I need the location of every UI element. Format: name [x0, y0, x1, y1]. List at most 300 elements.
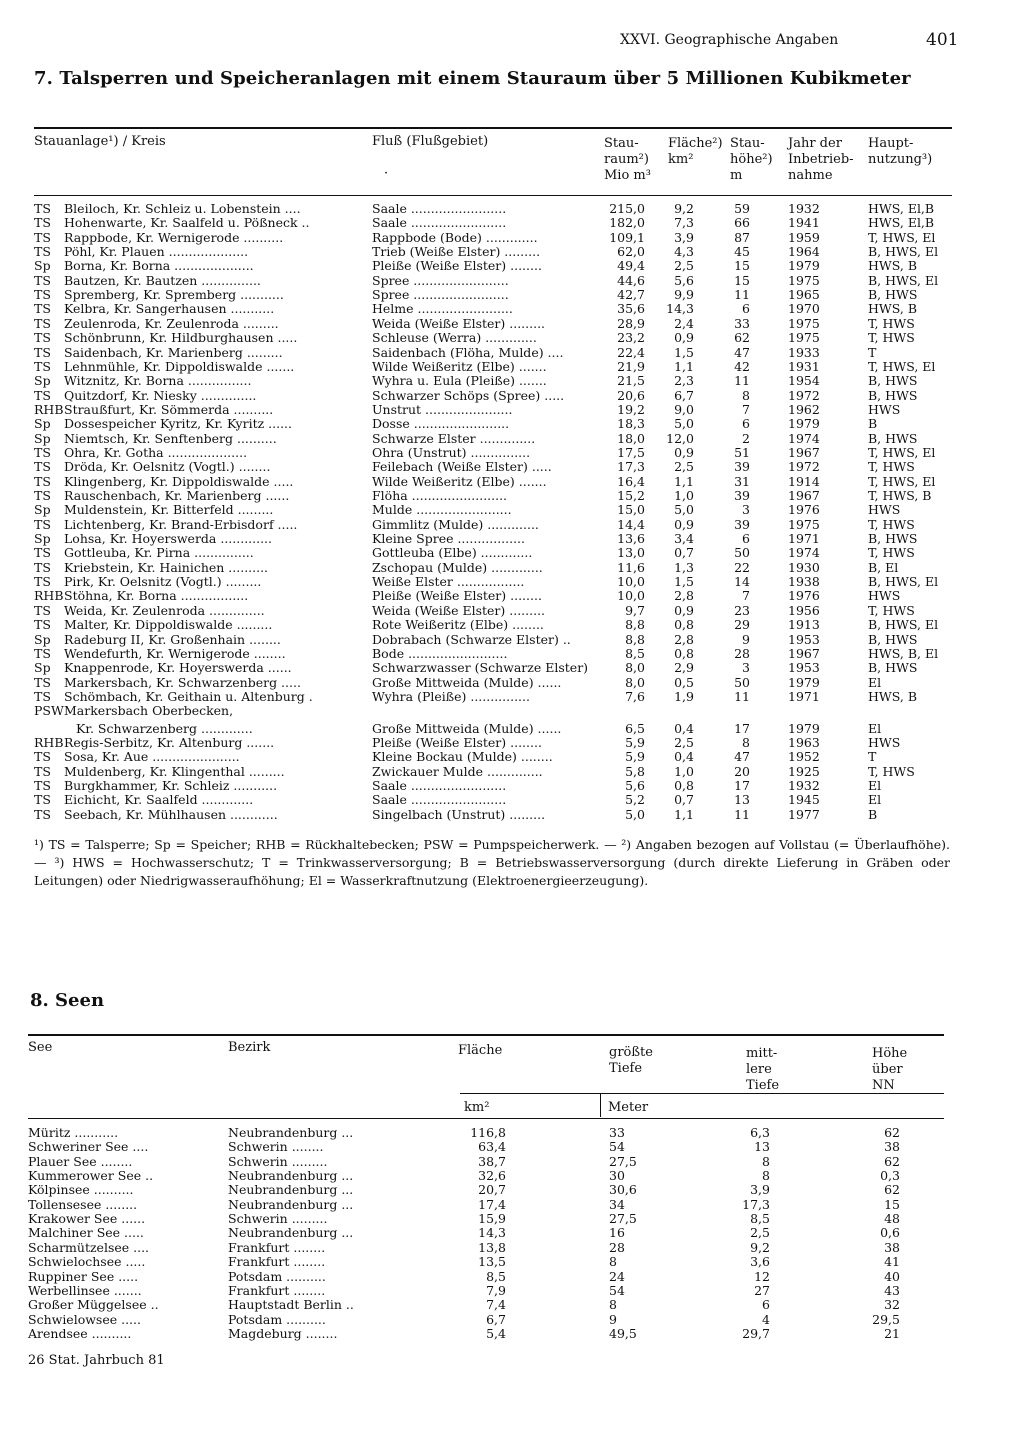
cell-stauraum: 20,6 — [617, 387, 645, 403]
table-row — [0, 317, 1024, 331]
cell-stauraum: 16,4 — [617, 473, 645, 489]
cell-stauhoehe: 11 — [734, 287, 750, 303]
cell-fluss: Dobrabach (Schwarze Elster) .. — [372, 631, 571, 647]
section7-top-rule — [34, 127, 952, 129]
table-row — [0, 302, 1024, 316]
cell-jahr: 1953 — [788, 660, 820, 676]
cell-jahr: 1931 — [788, 358, 820, 374]
cell-stauhoehe: 62 — [734, 330, 750, 346]
cell-flaeche: 0,8 — [674, 617, 694, 633]
table-row — [0, 808, 1024, 822]
table-row — [0, 274, 1024, 288]
cell-flaeche: 9,0 — [674, 401, 694, 417]
table-row — [0, 618, 1024, 632]
cell-stauraum: 8,0 — [625, 674, 645, 690]
table-row — [0, 389, 1024, 403]
col-see: See — [28, 1040, 53, 1055]
table-row — [0, 1270, 1024, 1284]
cell-flaeche: 2,8 — [674, 588, 694, 604]
cell-jahr: 1974 — [788, 430, 820, 446]
cell-jahr: 1976 — [788, 588, 820, 604]
cell-see: Schwielochsee ..... — [28, 1254, 146, 1270]
cell-jahr: 1967 — [788, 645, 820, 661]
col-groesste-tiefe-l1: größte — [609, 1045, 653, 1060]
table-row — [0, 1212, 1024, 1226]
table-row — [0, 750, 1024, 764]
cell-type: Sp — [34, 373, 51, 389]
cell-bezirk: Schwerin ......... — [228, 1153, 328, 1169]
cell-groesste-tiefe: 30 — [609, 1168, 625, 1184]
cell-type: TS — [34, 749, 51, 765]
cell-anlage: Borna, Kr. Borna .................... — [64, 258, 254, 274]
col-fluss-dot: · — [384, 166, 389, 181]
cell-bezirk: Magdeburg ........ — [228, 1325, 338, 1341]
cell-groesste-tiefe: 8 — [609, 1297, 617, 1313]
cell-nutzung: B, HWS, El — [868, 574, 939, 590]
cell-anlage: Saidenbach, Kr. Marienberg ......... — [64, 344, 283, 360]
cell-see: Malchiner See ..... — [28, 1225, 144, 1241]
table-row — [0, 432, 1024, 446]
cell-see: Arendsee .......... — [28, 1325, 132, 1341]
cell-nutzung: HWS — [868, 588, 901, 604]
cell-jahr: 1972 — [788, 387, 820, 403]
cell-jahr: 1975 — [788, 516, 820, 532]
table-row — [0, 736, 1024, 750]
cell-stauraum: 13,6 — [617, 531, 645, 547]
cell-anlage: Bleiloch, Kr. Schleiz u. Lobenstein .... — [64, 201, 301, 216]
cell-type: RHB — [34, 401, 64, 417]
cell-stauraum: 19,2 — [617, 401, 645, 417]
cell-jahr: 1959 — [788, 229, 820, 245]
cell-hoehe: 38 — [884, 1139, 900, 1155]
cell-hoehe: 15 — [884, 1196, 900, 1212]
cell-bezirk: Neubrandenburg ... — [228, 1168, 354, 1184]
table-row — [0, 561, 1024, 575]
cell-stauraum: 23,2 — [617, 330, 645, 346]
table-row — [0, 503, 1024, 517]
cell-fluss: Schwarzwasser (Schwarze Elster) — [372, 660, 589, 676]
cell-nutzung: B, HWS — [868, 430, 918, 446]
cell-mittlere-tiefe: 6,3 — [750, 1125, 770, 1140]
cell-see: Krakower See ...... — [28, 1211, 146, 1227]
cell-type: PSW — [34, 703, 64, 719]
cell-flaeche: 5,6 — [674, 272, 694, 288]
cell-see-flaeche: 63,4 — [478, 1139, 506, 1155]
table-row — [0, 546, 1024, 560]
cell-fluss: Wilde Weißeritz (Elbe) ....... — [372, 473, 547, 489]
cell-stauhoehe: 33 — [734, 315, 750, 331]
cell-stauraum: 15,0 — [617, 502, 645, 518]
cell-flaeche: 1,9 — [674, 688, 694, 704]
cell-type: TS — [34, 244, 51, 260]
cell-flaeche: 3,4 — [674, 531, 694, 547]
cell-bezirk: Potsdam .......... — [228, 1268, 326, 1284]
cell-see-flaeche: 7,9 — [486, 1282, 506, 1298]
cell-hoehe: 62 — [884, 1125, 900, 1140]
col-stauraum — [604, 136, 651, 184]
table-row — [0, 589, 1024, 603]
cell-nutzung: T, HWS, El — [868, 444, 936, 460]
cell-stauraum: 5,6 — [625, 778, 645, 793]
cell-groesste-tiefe: 30,6 — [609, 1182, 637, 1198]
cell-mittlere-tiefe: 8 — [762, 1168, 770, 1184]
cell-flaeche: 2,8 — [674, 631, 694, 647]
cell-stauraum: 21,9 — [617, 358, 645, 374]
cell-type: TS — [34, 315, 51, 331]
col-hoehe-l1: Höhe — [872, 1046, 908, 1061]
col-hoehe-l3: NN — [872, 1078, 895, 1093]
cell-anlage: Markersbach Oberbecken, — [64, 703, 234, 719]
cell-anlage: Eichicht, Kr. Saalfeld ............. — [64, 792, 254, 808]
cell-see-flaeche: 14,3 — [478, 1225, 506, 1241]
unit-km2: km² — [464, 1100, 490, 1115]
table-row — [0, 346, 1024, 360]
cell-bezirk: Potsdam .......... — [228, 1311, 326, 1327]
cell-nutzung: HWS, B — [868, 258, 917, 274]
cell-mittlere-tiefe: 17,3 — [742, 1196, 770, 1212]
cell-fluss: Helme ........................ — [372, 301, 513, 317]
cell-stauraum: 14,4 — [617, 516, 645, 532]
cell-nutzung: El — [868, 720, 882, 736]
table-row — [0, 765, 1024, 779]
cell-fluss: Zschopau (Mulde) ............. — [372, 559, 543, 575]
cell-nutzung: HWS, B, El — [868, 645, 939, 661]
cell-stauraum: 10,0 — [617, 588, 645, 604]
cell-fluss: Spree ........................ — [372, 287, 509, 303]
cell-anlage: Lehnmühle, Kr. Dippoldiswalde ....... — [64, 358, 295, 374]
cell-stauhoehe: 66 — [734, 215, 750, 231]
cell-see: Werbellinsee ....... — [28, 1282, 142, 1298]
cell-nutzung: HWS — [868, 502, 901, 518]
cell-type: TS — [34, 545, 51, 561]
cell-stauhoehe: 8 — [742, 387, 750, 403]
cell-nutzung: B, HWS — [868, 631, 918, 647]
cell-hoehe: 62 — [884, 1153, 900, 1169]
cell-see-flaeche: 6,7 — [486, 1311, 506, 1327]
table-row — [0, 793, 1024, 807]
cell-nutzung: B — [868, 806, 878, 822]
cell-groesste-tiefe: 9 — [609, 1311, 617, 1327]
cell-anlage: Lohsa, Kr. Hoyerswerda ............. — [64, 531, 273, 547]
table-row — [0, 1313, 1024, 1327]
cell-nutzung: T, HWS — [868, 545, 915, 561]
cell-flaeche: 0,5 — [674, 674, 694, 690]
cell-type: Sp — [34, 660, 51, 676]
cell-fluss: Zwickauer Mulde .............. — [372, 763, 543, 779]
cell-stauraum: 11,6 — [617, 559, 645, 575]
unit-meter: Meter — [608, 1100, 649, 1115]
cell-stauraum: 8,8 — [625, 617, 645, 633]
cell-type: TS — [34, 806, 51, 822]
cell-type: TS — [34, 473, 51, 489]
cell-hoehe: 0,3 — [880, 1168, 900, 1184]
cell-stauraum: 5,9 — [625, 749, 645, 765]
section7-footnote: ¹) TS = Talsperre; Sp = Speicher; RHB = Rückhaltebecken; PSW = Pumpspeicherwerk. — ²) Angaben bezogen auf Vollstau (= Überlaufhöhe). — ³) HWS = Hochwasserschutz; T = Trinkwasserversorgung; B = Betriebswasserversorgung (durch direkte Lieferung in Gräben oder Leitungen) oder Niedrigwasseraufhöhung; El = Wasserkraftnutzung (Elektroenergieerzeugung). — [34, 837, 950, 888]
cell-flaeche: 2,3 — [674, 373, 694, 389]
table-row — [0, 532, 1024, 546]
col-stauraum-l3: Mio m³ — [604, 168, 651, 183]
cell-fluss: Bode ......................... — [372, 645, 508, 661]
cell-nutzung: T — [868, 749, 877, 765]
table-row — [0, 575, 1024, 589]
cell-stauraum: 35,6 — [617, 301, 645, 317]
cell-bezirk: Frankfurt ........ — [228, 1282, 326, 1298]
table-row — [0, 231, 1024, 245]
cell-flaeche: 9,2 — [674, 201, 694, 216]
cell-fluss: Weiße Elster ................. — [372, 574, 525, 590]
cell-nutzung: T, HWS, B — [868, 488, 932, 503]
cell-anlage: Sosa, Kr. Aue ...................... — [64, 749, 240, 765]
cell-type: TS — [34, 574, 51, 590]
cell-nutzung: T, HWS — [868, 516, 915, 532]
cell-jahr: 1979 — [788, 258, 820, 274]
cell-stauraum: 7,6 — [625, 688, 645, 704]
cell-jahr: 1933 — [788, 344, 820, 360]
table-row — [0, 779, 1024, 793]
cell-see: Plauer See ........ — [28, 1153, 133, 1169]
col-stauhoehe — [730, 136, 773, 184]
cell-anlage: Kr. Schwarzenberg ............. — [76, 720, 253, 736]
cell-jahr: 1954 — [788, 373, 820, 389]
cell-flaeche: 6,7 — [674, 387, 694, 403]
cell-jahr: 1972 — [788, 459, 820, 475]
cell-jahr: 1975 — [788, 272, 820, 288]
cell-groesste-tiefe: 54 — [609, 1139, 625, 1155]
cell-type: TS — [34, 778, 51, 793]
cell-groesste-tiefe: 27,5 — [609, 1211, 637, 1227]
cell-jahr: 1941 — [788, 215, 820, 231]
cell-stauraum: 8,8 — [625, 631, 645, 647]
cell-anlage: Rauschenbach, Kr. Marienberg ...... — [64, 488, 290, 503]
cell-jahr: 1967 — [788, 488, 820, 503]
cell-see-flaeche: 13,8 — [478, 1239, 506, 1255]
cell-mittlere-tiefe: 13 — [754, 1139, 770, 1155]
cell-flaeche: 1,1 — [674, 806, 694, 822]
col-flaeche-l2: km² — [668, 152, 694, 167]
table-row — [0, 1183, 1024, 1197]
cell-bezirk: Frankfurt ........ — [228, 1239, 326, 1255]
col-flaeche — [668, 136, 723, 168]
cell-stauhoehe: 11 — [734, 806, 750, 822]
cell-nutzung: B, El — [868, 559, 899, 575]
cell-mittlere-tiefe: 9,2 — [750, 1239, 770, 1255]
cell-anlage: Spremberg, Kr. Spremberg ........... — [64, 287, 284, 303]
cell-type: TS — [34, 792, 51, 808]
cell-stauraum: 18,3 — [617, 416, 645, 432]
cell-fluss: Schleuse (Werra) ............. — [372, 330, 537, 346]
cell-jahr: 1979 — [788, 720, 820, 736]
cell-anlage: Weida, Kr. Zeulenroda .............. — [64, 602, 265, 618]
cell-flaeche: 2,5 — [674, 459, 694, 475]
cell-stauhoehe: 6 — [742, 531, 750, 547]
cell-bezirk: Neubrandenburg ... — [228, 1196, 354, 1212]
cell-jahr: 1925 — [788, 763, 820, 779]
cell-see: Kölpinsee .......... — [28, 1182, 134, 1198]
cell-type: RHB — [34, 588, 64, 604]
cell-stauraum: 22,4 — [617, 344, 645, 360]
cell-fluss: Saale ........................ — [372, 201, 507, 216]
cell-stauraum: 49,4 — [617, 258, 645, 274]
table-row — [0, 647, 1024, 661]
col-hoehe-l2: über — [872, 1062, 903, 1077]
cell-anlage: Schönbrunn, Kr. Hildburghausen ..... — [64, 330, 298, 346]
cell-see: Kummerower See .. — [28, 1168, 154, 1184]
cell-mittlere-tiefe: 29,7 — [742, 1325, 770, 1341]
cell-anlage: Kriebstein, Kr. Hainichen .......... — [64, 559, 269, 575]
cell-fluss: Pleiße (Weiße Elster) ........ — [372, 588, 542, 604]
cell-nutzung: HWS, B — [868, 688, 917, 704]
cell-jahr: 1932 — [788, 778, 820, 793]
cell-fluss: Kleine Spree ................. — [372, 531, 526, 547]
cell-bezirk: Frankfurt ........ — [228, 1254, 326, 1270]
cell-hoehe: 40 — [884, 1268, 900, 1284]
cell-stauhoehe: 3 — [742, 660, 750, 676]
cell-see-flaeche: 32,6 — [478, 1168, 506, 1184]
cell-stauraum: 17,5 — [617, 444, 645, 460]
cell-anlage: Schömbach, Kr. Geithain u. Altenburg . — [64, 688, 313, 704]
cell-stauraum: 21,5 — [617, 373, 645, 389]
cell-anlage: Kelbra, Kr. Sangerhausen ........... — [64, 301, 275, 317]
col-groesste-tiefe — [609, 1045, 653, 1077]
cell-flaeche: 0,8 — [674, 645, 694, 661]
cell-type: TS — [34, 459, 51, 475]
cell-see-flaeche: 13,5 — [478, 1254, 506, 1270]
cell-stauhoehe: 87 — [734, 229, 750, 245]
cell-fluss: Saale ........................ — [372, 792, 507, 808]
cell-fluss: Flöha ........................ — [372, 488, 508, 503]
table-row — [0, 245, 1024, 259]
cell-stauhoehe: 51 — [734, 444, 750, 460]
cell-jahr: 1952 — [788, 749, 820, 765]
col-stauhoehe-l3: m — [730, 168, 743, 183]
cell-type: TS — [34, 301, 51, 317]
cell-anlage: Pirk, Kr. Oelsnitz (Vogtl.) ......... — [64, 574, 262, 590]
cell-see-flaeche: 7,4 — [486, 1297, 506, 1313]
cell-flaeche: 9,9 — [674, 287, 694, 303]
cell-bezirk: Hauptstadt Berlin .. — [228, 1297, 354, 1313]
cell-jahr: 1930 — [788, 559, 820, 575]
cell-stauhoehe: 14 — [734, 574, 750, 590]
cell-jahr: 1956 — [788, 602, 820, 618]
cell-anlage: Witznitz, Kr. Borna ................ — [64, 373, 252, 389]
cell-flaeche: 0,9 — [674, 444, 694, 460]
cell-fluss: Dosse ........................ — [372, 416, 510, 432]
cell-anlage: Ohra, Kr. Gotha .................... — [64, 444, 248, 460]
cell-nutzung: HWS — [868, 734, 901, 750]
cell-flaeche: 2,4 — [674, 315, 694, 331]
cell-jahr: 1962 — [788, 401, 820, 417]
cell-nutzung: B, HWS — [868, 387, 918, 403]
table-row — [0, 1241, 1024, 1255]
cell-jahr: 1964 — [788, 244, 820, 260]
cell-type: TS — [34, 559, 51, 575]
cell-nutzung: T — [868, 344, 877, 360]
cell-flaeche: 1,1 — [674, 473, 694, 489]
cell-see-flaeche: 5,4 — [486, 1325, 506, 1341]
cell-fluss: Weida (Weiße Elster) ......... — [372, 315, 546, 331]
section8-header-rule — [28, 1118, 944, 1119]
cell-type: TS — [34, 287, 51, 303]
cell-anlage: Dossespeicher Kyritz, Kr. Kyritz ...... — [64, 416, 292, 432]
table-row — [0, 216, 1024, 230]
cell-fluss: Saale ........................ — [372, 778, 507, 793]
cell-flaeche: 0,4 — [674, 749, 694, 765]
col-nutzung-l2: nutzung³) — [868, 152, 933, 167]
cell-stauhoehe: 7 — [742, 588, 750, 604]
cell-anlage: Muldenstein, Kr. Bitterfeld ......... — [64, 502, 274, 518]
cell-fluss: Pleiße (Weiße Elster) ........ — [372, 258, 542, 274]
cell-jahr: 1979 — [788, 674, 820, 690]
cell-nutzung: T, HWS — [868, 602, 915, 618]
section7-header-rule — [34, 195, 952, 196]
cell-type: TS — [34, 201, 51, 216]
cell-stauraum: 17,3 — [617, 459, 645, 475]
col-groesste-tiefe-l2: Tiefe — [609, 1061, 643, 1076]
cell-stauraum: 8,5 — [625, 645, 645, 661]
col-stauraum-l2: raum²) — [604, 152, 649, 167]
table-row — [0, 288, 1024, 302]
cell-hoehe: 38 — [884, 1239, 900, 1255]
cell-type: Sp — [34, 430, 51, 446]
cell-flaeche: 2,9 — [674, 660, 694, 676]
cell-anlage: Klingenberg, Kr. Dippoldiswalde ..... — [64, 473, 294, 489]
cell-stauhoehe: 42 — [734, 358, 750, 374]
cell-flaeche: 7,3 — [674, 215, 694, 231]
cell-stauhoehe: 22 — [734, 559, 750, 575]
cell-jahr: 1976 — [788, 502, 820, 518]
cell-nutzung: HWS, B — [868, 301, 917, 317]
table-row — [0, 604, 1024, 618]
col-fluss: Fluß (Flußgebiet) — [372, 134, 489, 149]
cell-stauraum: 42,7 — [617, 287, 645, 303]
col-mittlere-tiefe-l3: Tiefe — [746, 1078, 780, 1093]
cell-mittlere-tiefe: 3,6 — [750, 1254, 770, 1270]
cell-hoehe: 41 — [884, 1254, 900, 1270]
cell-anlage: Straußfurt, Kr. Sömmerda .......... — [64, 401, 274, 417]
page-number: 401 — [926, 30, 959, 50]
col-see-flaeche: Fläche — [458, 1043, 503, 1058]
cell-stauhoehe: 2 — [742, 430, 750, 446]
cell-stauhoehe: 8 — [742, 734, 750, 750]
cell-jahr: 1967 — [788, 444, 820, 460]
cell-nutzung: B — [868, 416, 878, 432]
cell-nutzung: B, HWS, El — [868, 244, 939, 260]
cell-anlage: Pöhl, Kr. Plauen .................... — [64, 244, 249, 260]
cell-bezirk: Neubrandenburg ... — [228, 1225, 354, 1241]
cell-see: Schwielowsee ..... — [28, 1311, 141, 1327]
table-row — [0, 374, 1024, 388]
cell-stauhoehe: 39 — [734, 488, 750, 503]
cell-see-flaeche: 8,5 — [486, 1268, 506, 1284]
cell-nutzung: B, HWS, El — [868, 617, 939, 633]
cell-stauhoehe: 47 — [734, 344, 750, 360]
cell-hoehe: 48 — [884, 1211, 900, 1227]
cell-flaeche: 2,5 — [674, 258, 694, 274]
cell-stauraum: 28,9 — [617, 315, 645, 331]
cell-stauhoehe: 6 — [742, 301, 750, 317]
cell-anlage: Regis-Serbitz, Kr. Altenburg ....... — [64, 734, 275, 750]
table-row — [0, 1298, 1024, 1312]
cell-fluss: Rappbode (Bode) ............. — [372, 229, 538, 245]
cell-jahr: 1945 — [788, 792, 820, 808]
cell-stauhoehe: 15 — [734, 272, 750, 288]
cell-type: Sp — [34, 416, 51, 432]
cell-fluss: Mulde ........................ — [372, 502, 512, 518]
cell-nutzung: B, HWS — [868, 660, 918, 676]
col-nutzung — [868, 136, 932, 168]
cell-type: TS — [34, 444, 51, 460]
cell-see: Tollensesee ........ — [28, 1196, 138, 1212]
